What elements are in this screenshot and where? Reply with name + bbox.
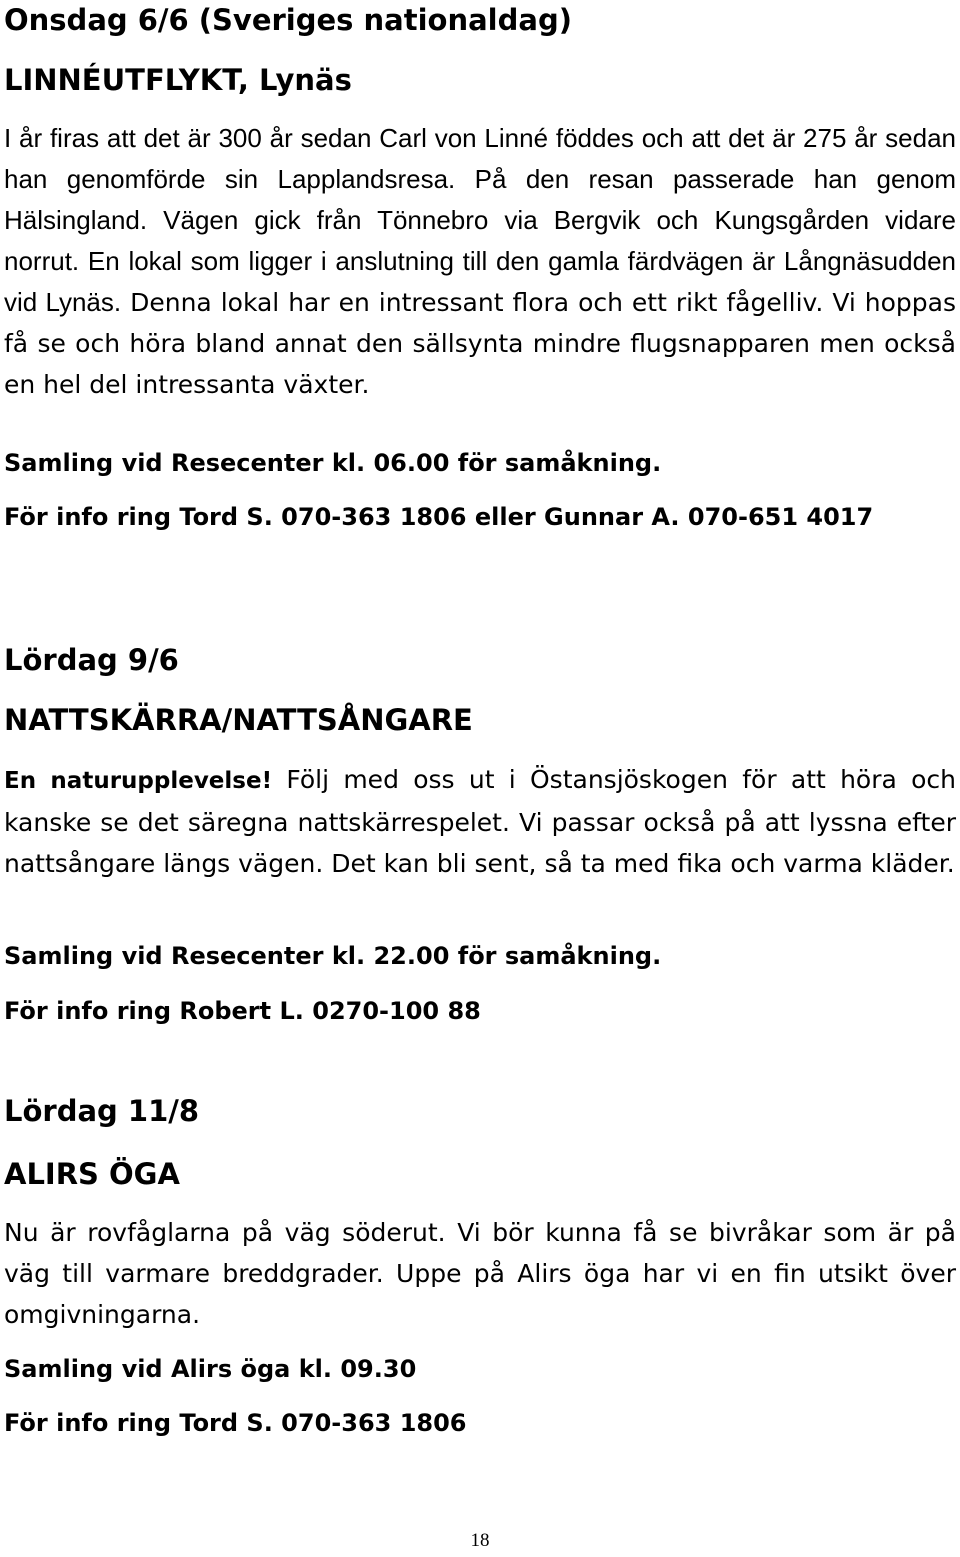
page-number: 18 <box>470 1530 490 1551</box>
event-description-rest: Denna lokal har en intressant flora och ett rikt fågelliv. Vi hoppas få se och höra bland annat den sällsynta mindre flugsnapparen men också en hel del intressanta växter. <box>4 288 956 399</box>
event-title: LINNÉUTFLYKT, Lynäs <box>4 63 352 97</box>
event-meeting: Samling vid Resecenter kl. 06.00 för samåkning. <box>4 449 662 477</box>
event-description-block <box>4 759 956 884</box>
event-info: För info ring Robert L. 0270-100 88 <box>4 997 481 1025</box>
event-date: Lördag 9/6 <box>4 643 179 677</box>
event-meeting: Samling vid Resecenter kl. 22.00 för samåkning. <box>4 942 662 970</box>
event-meeting: Samling vid Alirs öga kl. 09.30 <box>4 1355 417 1383</box>
event-description-block <box>4 1212 956 1335</box>
event-title: ALIRS ÖGA <box>4 1157 180 1191</box>
event-intro: En naturupplevelse! <box>4 768 273 794</box>
event-info: För info ring Tord S. 070-363 1806 eller Gunnar A. 070-651 4017 <box>4 503 874 531</box>
event-description: Nu är rovfåglarna på väg söderut. Vi bör kunna få se bivråkar som är på väg till varmare breddgrader. Uppe på Alirs öga har vi en fin utsikt över omgivningarna. <box>4 1218 956 1329</box>
event-description <box>4 118 956 405</box>
event-description-lead: I år firas att det är 300 år sedan Carl von Linné föddes och att det är 275 år sedan han genomförde sin Lapplandsresa. På den resan passerade han genom Hälsingland. Vägen gick från Tönnebro via Bergvik och Kungsgården vidare norrut. En lokal som ligger i anslutning till den gamla färdvägen är Långnäsudden vid Lynäs. <box>4 123 956 317</box>
event-description-rest: Följ med oss ut i Östansjöskogen för att höra och kanske se det säregna nattskärrespelet. Vi passar också på att lyssna efter nattsångare längs vägen. Det kan bli sent, så ta med fika och varma kläder. <box>4 765 956 878</box>
event-date: Onsdag 6/6 (Sveriges nationaldag) <box>4 3 572 37</box>
event-info: För info ring Tord S. 070-363 1806 <box>4 1409 467 1437</box>
event-title: NATTSKÄRRA/NATTSÅNGARE <box>4 703 473 737</box>
event-description <box>4 759 956 884</box>
event-description-block <box>4 118 956 405</box>
event-date: Lördag 11/8 <box>4 1094 200 1128</box>
